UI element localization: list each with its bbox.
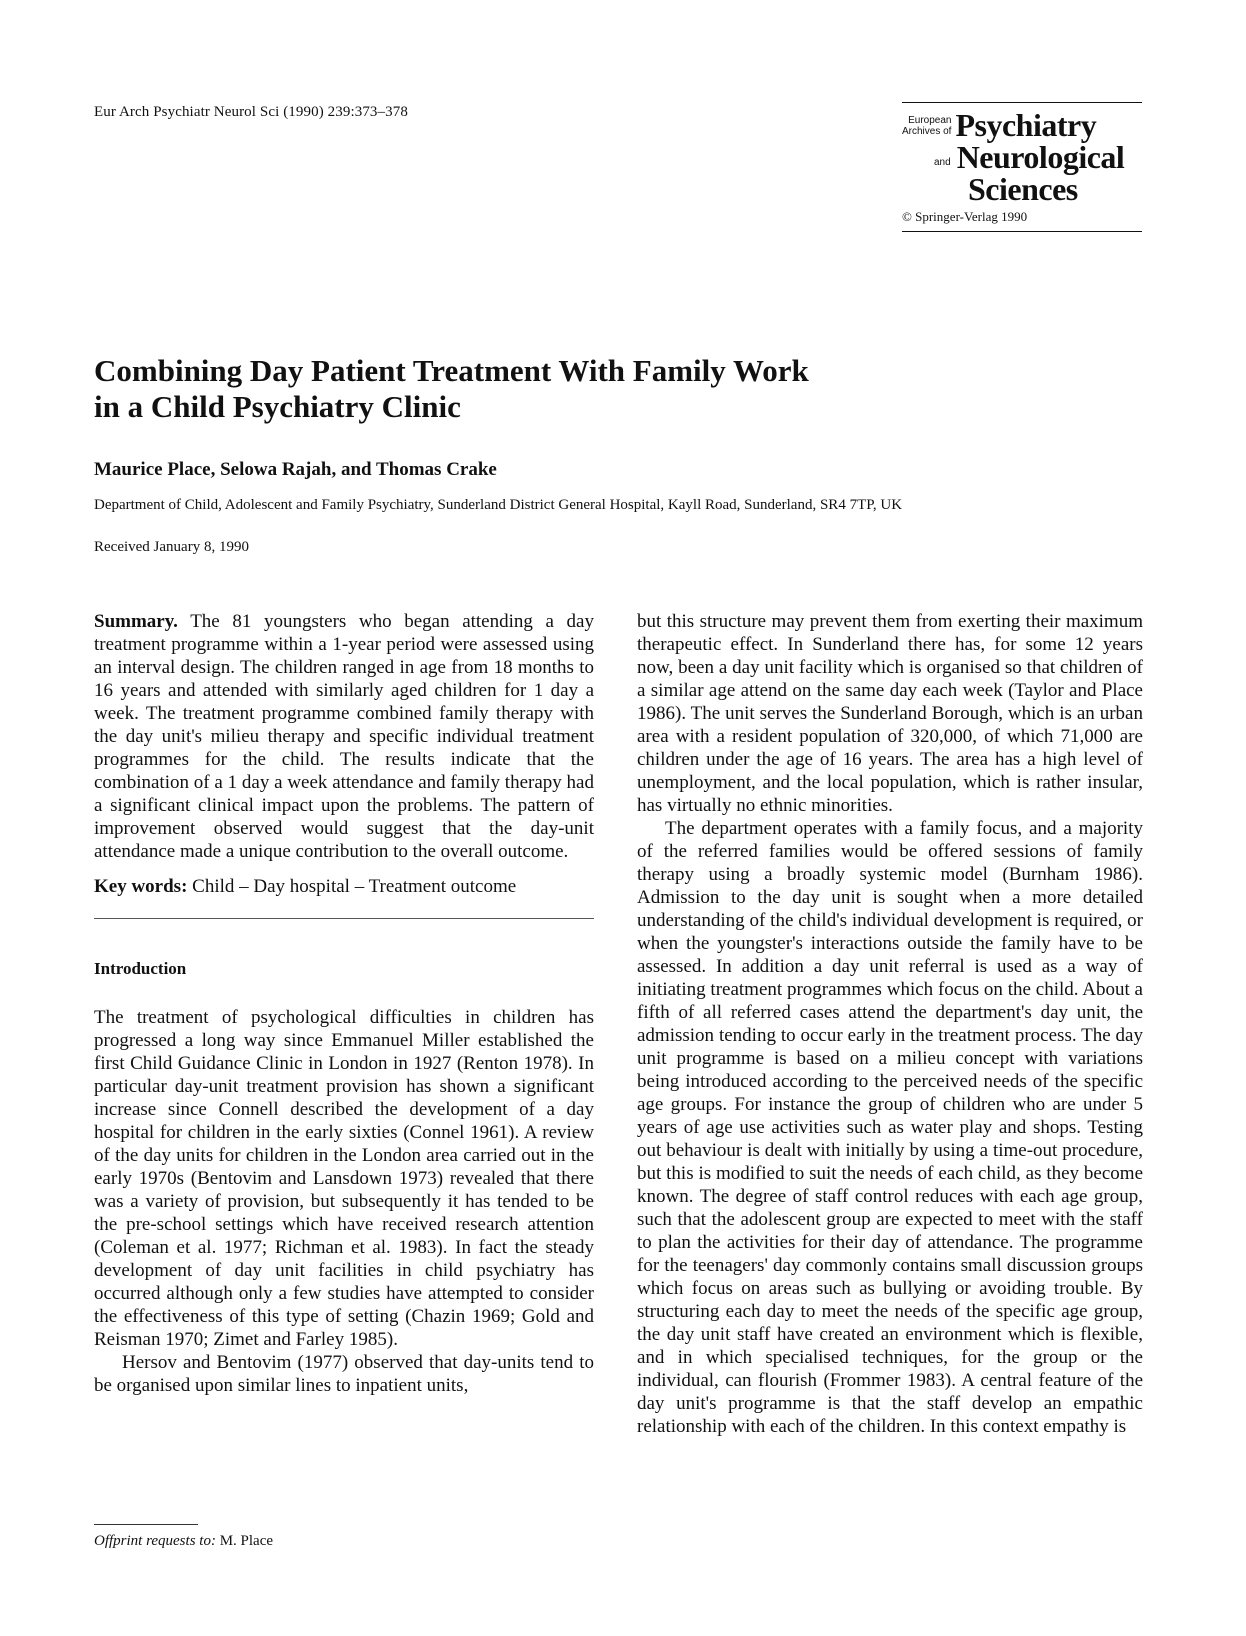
journal-logo-neurological: Neurological <box>956 139 1125 175</box>
article-title-line-2: in a Child Psychiatry Clinic <box>94 389 461 424</box>
introduction-paragraph-2: Hersov and Bentovim (1977) observed that day-units tend to be organised upon similar lines to inpatient units, <box>94 1352 594 1396</box>
journal-logo-row-1 <box>902 109 1142 141</box>
keywords-paragraph <box>94 875 594 898</box>
journal-logo-archives-of: Archives of <box>902 126 952 137</box>
journal-logo <box>902 102 1142 232</box>
introduction-heading: Introduction <box>94 959 187 978</box>
right-paragraph-1: but this structure may prevent them from exerting their maximum therapeutic effect. In Sunderland there has, for some 12 years now, been a day unit facility which is organised so that children of a similar age attend on the same day each week (Taylor and Place 1986). The unit serves the Sunderland Borough, which is an urban area with a resident population of 320,000, of which 71,000 are children under the age of 16 years. The area has a high level of unemployment, and the local population, which is rather insular, has virtually no ethnic minorities. <box>637 611 1143 816</box>
journal-logo-psychiatry: Psychiatry <box>955 107 1097 143</box>
article-authors: Maurice Place, Selowa Rajah, and Thomas Crake <box>94 459 497 480</box>
keywords-label: Key words: <box>94 876 188 897</box>
journal-logo-row-2 <box>902 141 1142 173</box>
summary-label: Summary. <box>94 611 178 632</box>
keywords-text: Child – Day hospital – Treatment outcome <box>192 876 517 897</box>
offprint-name: M. Place <box>219 1533 274 1549</box>
journal-logo-and: and <box>934 157 951 168</box>
article-title <box>94 353 1154 425</box>
journal-logo-row-3 <box>902 173 1142 205</box>
right-column <box>637 610 1143 1438</box>
section-divider <box>94 918 594 919</box>
summary-paragraph <box>94 610 594 863</box>
left-column <box>94 610 594 1397</box>
journal-logo-sciences: Sciences <box>968 171 1078 207</box>
journal-citation: Eur Arch Psychiatr Neurol Sci (1990) 239:373–378 <box>94 104 408 120</box>
offprint-label: Offprint requests to: <box>94 1533 216 1549</box>
journal-logo-prefix <box>902 115 951 137</box>
author-affiliation: Department of Child, Adolescent and Family Psychiatry, Sunderland District General Hospital, Kayll Road, Sunderland, SR4 7TP, UK <box>94 497 903 513</box>
footnote <box>94 1524 594 1550</box>
journal-logo-european: European <box>908 115 952 126</box>
right-paragraph-2: The department operates with a family focus, and a majority of the referred families would be offered sessions of family therapy using a broadly systemic model (Burnham 1986). Admission to the day unit is sought when a more detailed understanding of the child's individual development is required, or when the youngster's interactions outside the family have to be assessed. In addition a day unit referral is used as a way of initiating treatment programmes which focus on the child. About a fifth of all referred cases attend the department's day unit, the admission tending to occur early in the treatment process. The day unit programme is based on a milieu concept with variations being introduced according to the perceived needs of the specific age groups. For instance the group of children who are under 5 years of age use activities such as water play and shops. Testing out behaviour is dealt with initially by using a time-out procedure, but this is modified to suit the needs of each child, as they become known. The degree of staff control reduces with each age group, such that the adolescent group are expected to meet with the staff to plan the activities for their day of attendance. The programme for the teenagers' day commonly contains small discussion groups which focus on areas such as bullying or avoiding trouble. By structuring each day to meet the needs of the specific age group, the day unit staff have created an environment which is flexible, and in which specialised techniques, for the group or the individual, can flourish (Frommer 1983). A central feature of the day unit's programme is that the staff develop an empathic relationship with each of the children. In this context empathy is <box>637 818 1143 1437</box>
copyright-notice: © Springer-Verlag 1990 <box>902 209 1028 224</box>
received-date: Received January 8, 1990 <box>94 539 249 555</box>
introduction-paragraph-1: The treatment of psychological difficulties in children has progressed a long way since Emmanuel Miller established the first Child Guidance Clinic in London in 1927 (Renton 1978). In particular day-unit treatment provision has shown a significant increase since Connell described the development of a day hospital for children in the early sixties (Connel 1961). A review of the day units for children in the London area carried out in the early 1970s (Bentovim and Lansdown 1973) revealed that there was a variety of provision, but subsequently it has tended to be the pre-school settings which have received research attention (Coleman et al. 1977; Richman et al. 1983). In fact the steady development of day unit facilities in child psychiatry has occurred although only a few studies have attempted to consider the effectiveness of this type of setting (Chazin 1969; Gold and Reisman 1970; Zimet and Farley 1985). <box>94 1007 594 1350</box>
summary-text: The 81 youngsters who began attending a day treatment programme within a 1-year period were assessed using an interval design. The children ranged in age from 18 months to 16 years and attended with similarly aged children for 1 day a week. The treatment programme combined family therapy with the day unit's milieu therapy and specific individual treatment programmes for the child. The results indicate that the combination of a 1 day a week attendance and family therapy had a significant clinical impact upon the problems. The pattern of improvement observed would suggest that the day-unit attendance made a unique contribution to the overall outcome. <box>94 611 594 862</box>
article-title-line-1: Combining Day Patient Treatment With Family Work <box>94 353 809 388</box>
footnote-rule <box>94 1524 198 1525</box>
